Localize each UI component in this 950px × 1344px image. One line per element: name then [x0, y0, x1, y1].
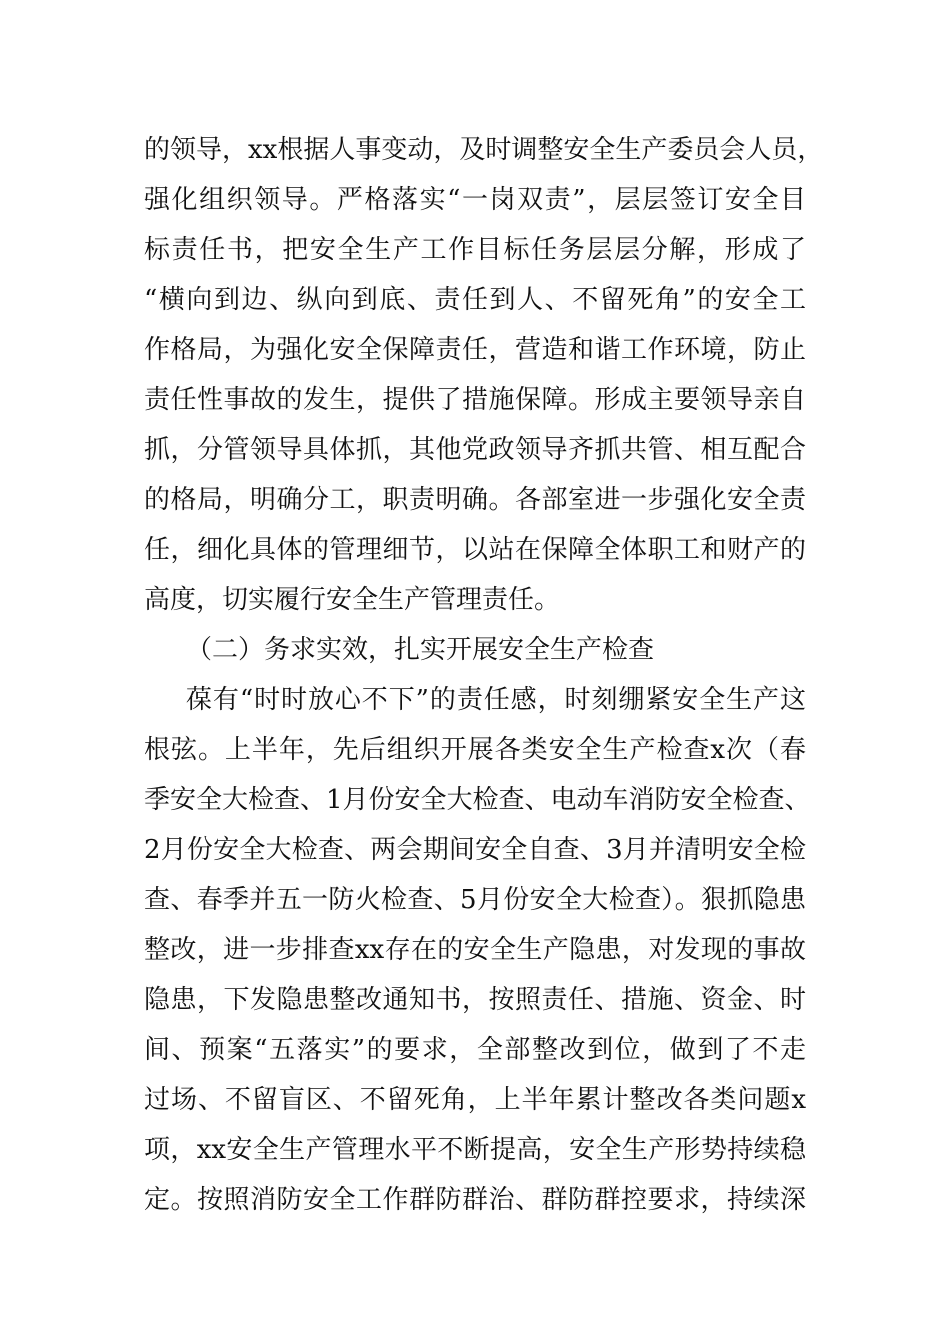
body-text-line: 葆有“时时放心不下”的责任感，时刻绷紧安全生产这: [186, 685, 806, 715]
section-heading: （二）务求实效，扎实开展安全生产检查: [186, 635, 655, 665]
body-text-line: 过场、不留盲区、不留死角，上半年累计整改各类问题x: [144, 1085, 806, 1115]
body-text-line: 根弦。上半年，先后组织开展各类安全生产检查x次（春: [144, 735, 806, 765]
body-text-line: 隐患，下发隐患整改通知书，按照责任、措施、资金、时: [144, 985, 806, 1015]
body-text-line: 任，细化具体的管理细节，以站在保障全体职工和财产的: [144, 535, 806, 565]
body-text-line: 整改，进一步排查xx存在的安全生产隐患，对发现的事故: [144, 935, 806, 965]
body-text-line: 标责任书，把安全生产工作目标任务层层分解，形成了: [144, 235, 806, 265]
body-text-line: 2月份安全大检查、两会期间安全自查、3月并清明安全检: [144, 835, 806, 865]
body-text-line: 责任性事故的发生，提供了措施保障。形成主要领导亲自: [144, 385, 806, 415]
body-text-line: 定。按照消防安全工作群防群治、群防群控要求，持续深: [144, 1185, 806, 1215]
body-text-line: 的格局，明确分工，职责明确。各部室进一步强化安全责: [144, 485, 806, 515]
body-text-line: 高度，切实履行安全生产管理责任。: [144, 585, 561, 615]
body-text-line: 强化组织领导。严格落实“一岗双责”，层层签订安全目: [144, 185, 806, 215]
body-text-line: 查、春季并五一防火检查、5月份安全大检查）。狠抓隐患: [144, 885, 806, 915]
body-text-line: 作格局，为强化安全保障责任，营造和谐工作环境，防止: [144, 335, 806, 365]
body-text-line: 项，xx安全生产管理水平不断提高，安全生产形势持续稳: [144, 1135, 806, 1165]
body-text-line: 抓，分管领导具体抓，其他党政领导齐抓共管、相互配合: [144, 435, 806, 465]
body-text-line: 间、预案“五落实”的要求，全部整改到位，做到了不走: [144, 1035, 806, 1065]
body-text-line: “横向到边、纵向到底、责任到人、不留死角”的安全工: [144, 285, 806, 315]
body-text-line: 的领导，xx根据人事变动，及时调整安全生产委员会人员，: [144, 135, 824, 165]
body-text-line: 季安全大检查、1月份安全大检查、电动车消防安全检查、: [144, 785, 811, 815]
